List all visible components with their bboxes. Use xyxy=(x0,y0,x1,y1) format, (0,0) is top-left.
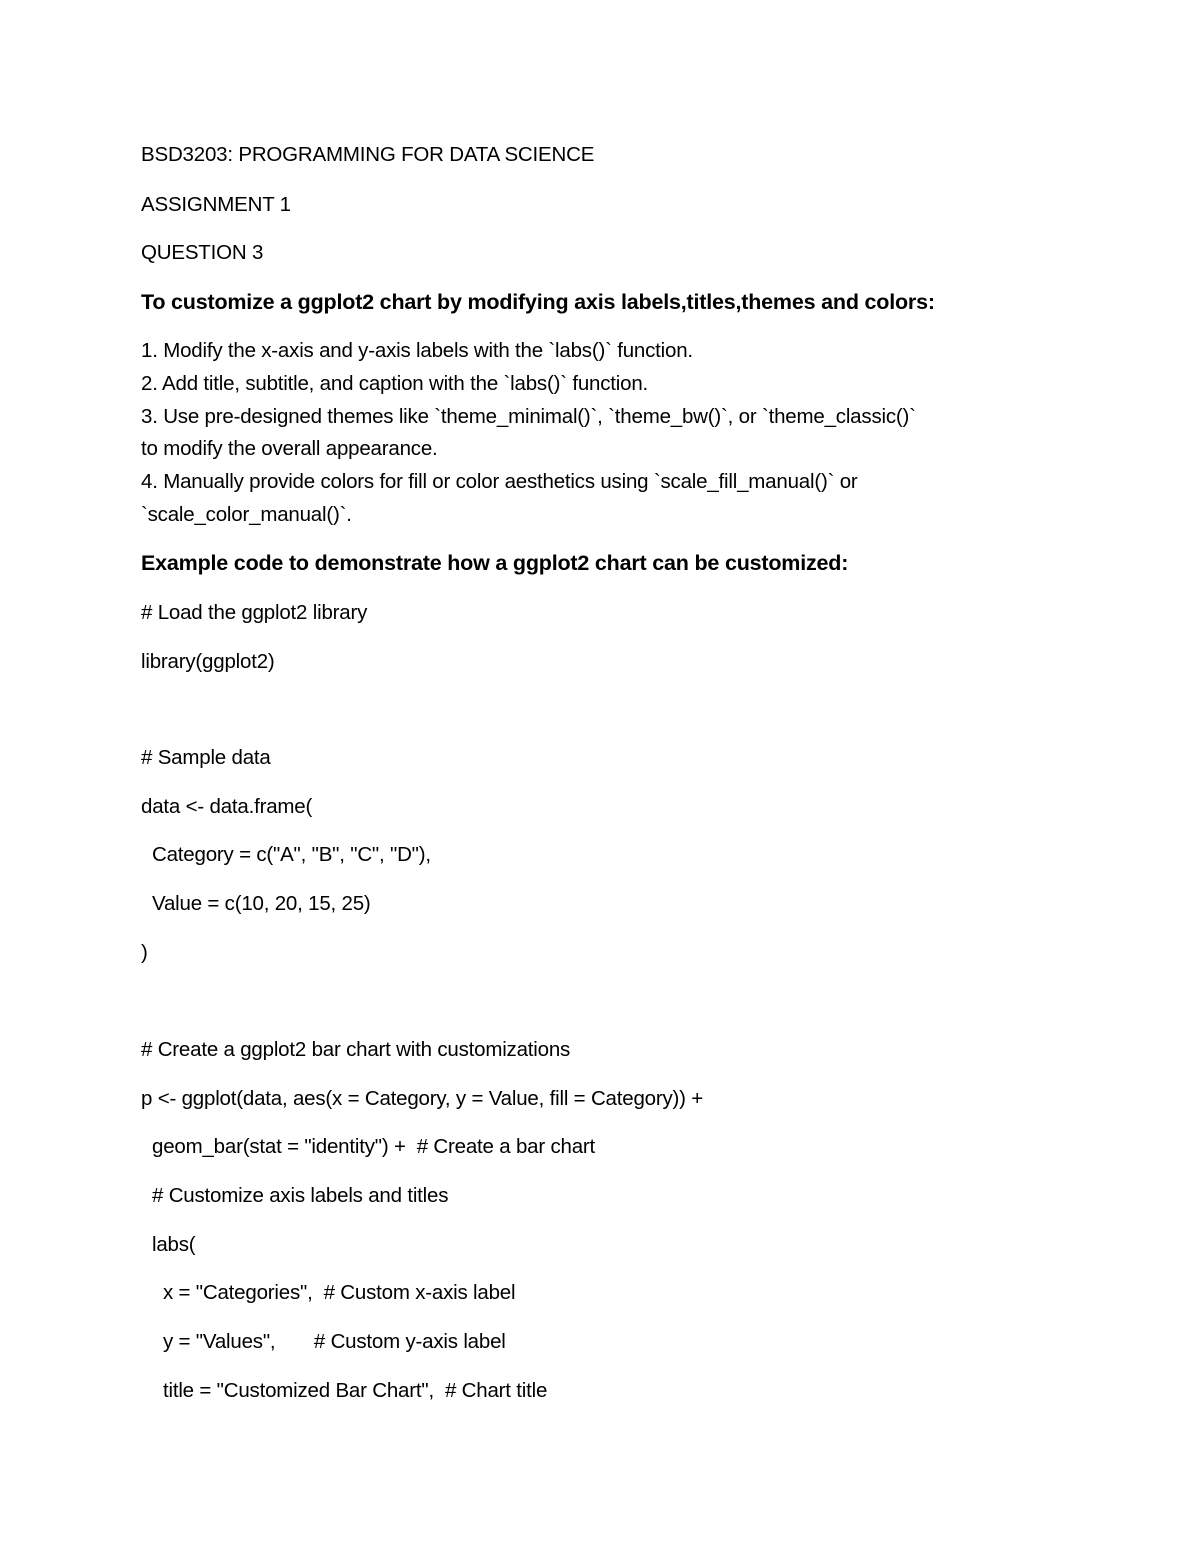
code-line: ) xyxy=(141,941,148,964)
step-line: to modify the overall appearance. xyxy=(141,437,438,460)
code-line: p <- ggplot(data, aes(x = Category, y = Value, fill = Category)) + xyxy=(141,1087,704,1110)
example-heading: Example code to demonstrate how a ggplot2 chart can be customized: xyxy=(141,551,849,575)
code-line: labs( xyxy=(141,1233,196,1256)
code-line: Value = c(10, 20, 15, 25) xyxy=(141,892,371,915)
code-line: library(ggplot2) xyxy=(141,650,275,673)
code-line: Category = c("A", "B", "C", "D"), xyxy=(141,843,431,866)
step-line: 3. Use pre-designed themes like `theme_minimal()`, `theme_bw()`, or `theme_classic()` xyxy=(141,405,916,428)
code-line: # Load the ggplot2 library xyxy=(141,601,368,624)
step-line: 2. Add title, subtitle, and caption with the `labs()` function. xyxy=(141,372,649,395)
intro-heading: To customize a ggplot2 chart by modifying axis labels,titles,themes and colors: xyxy=(141,290,935,314)
code-line: # Create a ggplot2 bar chart with customizations xyxy=(141,1038,571,1061)
assignment-title: ASSIGNMENT 1 xyxy=(141,193,291,216)
code-line: # Customize axis labels and titles xyxy=(141,1184,449,1207)
code-line: data <- data.frame( xyxy=(141,795,313,818)
code-line: y = "Values", # Custom y-axis label xyxy=(141,1330,506,1353)
course-title: BSD3203: PROGRAMMING FOR DATA SCIENCE xyxy=(141,143,595,166)
code-line: x = "Categories", # Custom x-axis label xyxy=(141,1281,516,1304)
step-line: 4. Manually provide colors for fill or color aesthetics using `scale_fill_manual()` or xyxy=(141,470,858,493)
code-line: # Sample data xyxy=(141,746,271,769)
code-line: geom_bar(stat = "identity") + # Create a bar chart xyxy=(141,1135,596,1158)
question-title: QUESTION 3 xyxy=(141,241,264,264)
step-line: `scale_color_manual()`. xyxy=(141,503,352,526)
step-line: 1. Modify the x-axis and y-axis labels with the `labs()` function. xyxy=(141,339,693,362)
code-line: title = "Customized Bar Chart", # Chart title xyxy=(141,1379,548,1402)
